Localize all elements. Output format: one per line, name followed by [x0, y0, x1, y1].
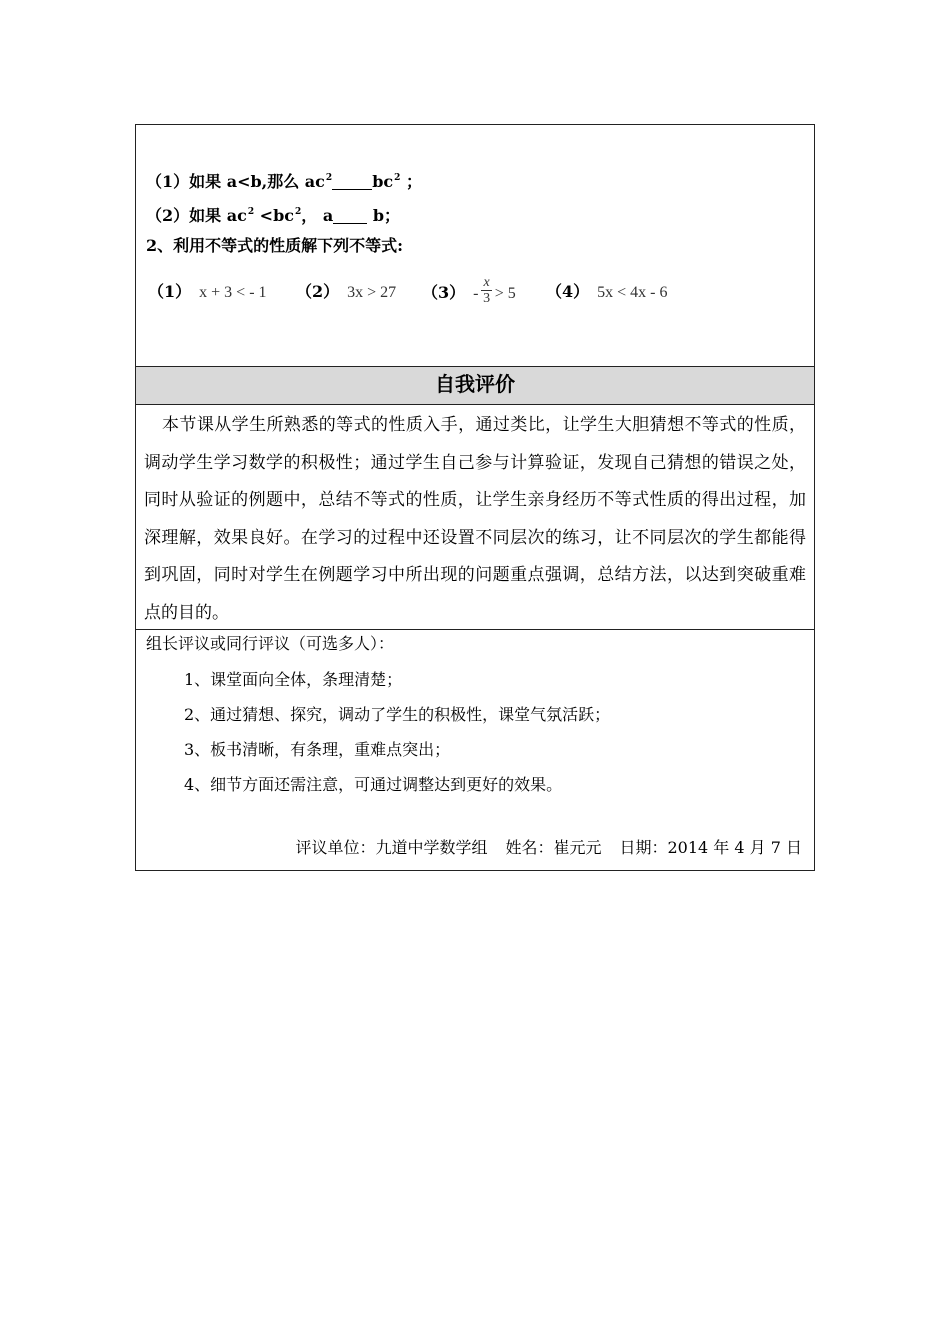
- peer-review-section: [136, 630, 814, 870]
- exercise-1-2: （2）如果 $ac^2 <bc^2$， a b；: [146, 206, 401, 225]
- inequality-list: [146, 271, 804, 319]
- answer-blank: [332, 171, 372, 190]
- inequality-item: （1） x + 3 < - 1: [148, 282, 267, 301]
- peer-review-title: 组长评议或同行评议（可选多人）：: [146, 634, 395, 653]
- inequality-item: （3） - $\frac{x}{3}$ > 5: [422, 275, 516, 306]
- reviewer-name: 姓名：崔元元: [505, 838, 602, 857]
- review-unit: 评议单位：九道中学数学组: [295, 838, 488, 857]
- review-item: 3、板书清晰，有条理，重难点突出；: [184, 740, 451, 759]
- review-item: 1、课堂面向全体，条理清楚；: [184, 670, 403, 689]
- self-evaluation-heading: 自我评价: [136, 367, 814, 405]
- task-2-title: 2、利用不等式的性质解下列不等式:: [146, 236, 404, 255]
- review-date: 日期：2014 年 4 月 7 日: [619, 838, 802, 857]
- review-item: 2、通过猜想、探究，调动了学生的积极性，课堂气氛活跃；: [184, 705, 611, 724]
- inequality-item: （4） 5x < 4x - 6: [546, 282, 668, 301]
- inequality-item: （2） 3x > 27: [296, 282, 397, 301]
- exercises-section: [136, 125, 814, 367]
- review-item: 4、细节方面还需注意，可通过调整达到更好的效果。: [184, 775, 563, 794]
- self-evaluation-text: 本节课从学生所熟悉的等式的性质入手，通过类比，让学生大胆猜想不等式的性质，调动学生学习数学的积极性；通过学生自己参与计算验证，发现自己猜想的错误之处，同时从验证的例题中，总结不等式的性质，让学生亲身经历不等式性质的得出过程，加深理解，效果良好。在学习的过程中还设置不同层次的练习，让不同层次的学生都能得到巩固，同时对学生在例题学习中所出现的问题重点强调，总结方法，以达到突破重难点的目的。: [136, 405, 814, 630]
- exercise-1-1: （1）如果 a<b,那么 $ac^2$ $bc^2$ ；: [146, 172, 422, 191]
- answer-blank: [333, 205, 367, 224]
- review-signature: [277, 835, 802, 858]
- fraction: $\frac{x}{3}$: [483, 275, 491, 306]
- lesson-evaluation-table: [135, 124, 815, 871]
